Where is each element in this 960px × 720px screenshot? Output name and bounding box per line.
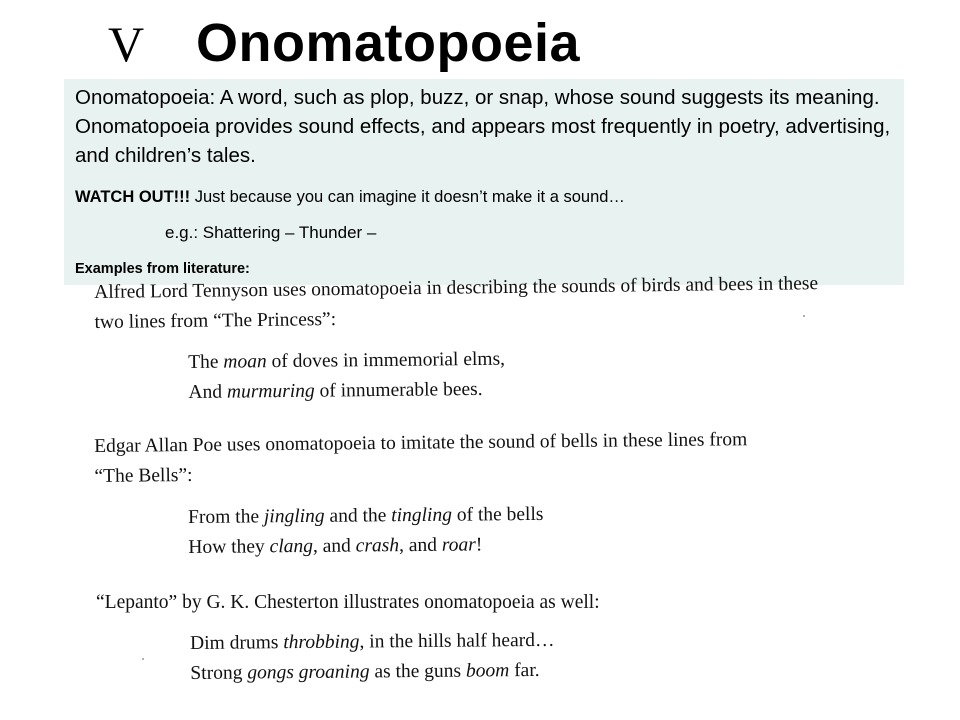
definition-box bbox=[64, 79, 904, 285]
example-words: e.g.: Shattering – Thunder – bbox=[165, 223, 377, 242]
tennyson-intro-line-2: two lines from “The Princess”: bbox=[94, 309, 337, 333]
quote-text: as the guns bbox=[369, 660, 467, 683]
tennyson-quote bbox=[188, 345, 505, 408]
quote-text: ! bbox=[475, 534, 483, 556]
poe-quote bbox=[188, 500, 544, 563]
quote-emphasis: moan bbox=[223, 351, 267, 373]
quote-text: And bbox=[188, 381, 228, 403]
poe-intro-line-1: Edgar Allan Poe uses onomatopoeia to imitate the sound of bells in these lines from bbox=[94, 429, 748, 457]
definition-text: Onomatopoeia: A word, such as plop, buzz, or snap, whose sound suggests its meaning. Onomatopoeia provides sound effects, and appears most frequently in poetry, advertising, and children’s tales. bbox=[75, 86, 891, 167]
quote-emphasis: jingling bbox=[263, 505, 325, 528]
quote-text: and the bbox=[324, 505, 392, 527]
quote-text: of doves in immemorial elms, bbox=[266, 348, 506, 373]
quote-text: The bbox=[188, 351, 224, 373]
quote-emphasis: tingling bbox=[391, 504, 453, 527]
quote-text: of innumerable bees. bbox=[314, 378, 483, 402]
quote-emphasis: gongs groaning bbox=[247, 661, 370, 684]
quote-text: , and bbox=[312, 535, 356, 557]
poe-intro-line-2: “The Bells”: bbox=[94, 464, 193, 487]
quote-emphasis: clang bbox=[269, 535, 314, 558]
scan-speck bbox=[803, 315, 805, 317]
quote-text: of the bells bbox=[451, 503, 544, 526]
quote-emphasis: throbbing bbox=[283, 631, 360, 654]
quote-text: How they bbox=[188, 536, 270, 558]
watch-out-label: WATCH OUT!!! bbox=[75, 188, 191, 206]
quote-text: far. bbox=[509, 659, 540, 682]
quote-emphasis: roar bbox=[441, 534, 476, 556]
quote-text: Strong bbox=[190, 662, 248, 684]
quote-text: From the bbox=[188, 506, 265, 528]
quote-text: , in the hills half heard… bbox=[359, 629, 555, 653]
watch-out-text: Just because you can imagine it doesn’t make it a sound… bbox=[190, 188, 625, 206]
scan-speck bbox=[142, 658, 144, 660]
examples-heading: Examples from literature: bbox=[75, 261, 250, 277]
watch-out-note bbox=[75, 186, 625, 208]
quote-emphasis: boom bbox=[465, 660, 510, 682]
quote-text: , and bbox=[398, 534, 442, 557]
quote-emphasis: murmuring bbox=[226, 380, 315, 403]
tennyson-intro-line-1: Alfred Lord Tennyson uses onomatopoeia in describing the sounds of birds and bees in these bbox=[94, 273, 819, 303]
chesterton-quote bbox=[190, 626, 555, 689]
section-numeral: V bbox=[108, 16, 145, 72]
page-title: Onomatopoeia bbox=[196, 13, 581, 73]
quote-text: Dim drums bbox=[190, 632, 284, 654]
title-row bbox=[0, 10, 960, 80]
chesterton-intro: “Lepanto” by G. K. Chesterton illustrates onomatopoeia as well: bbox=[96, 592, 600, 613]
poe-intro bbox=[94, 425, 748, 492]
quote-emphasis: crash bbox=[355, 535, 400, 557]
